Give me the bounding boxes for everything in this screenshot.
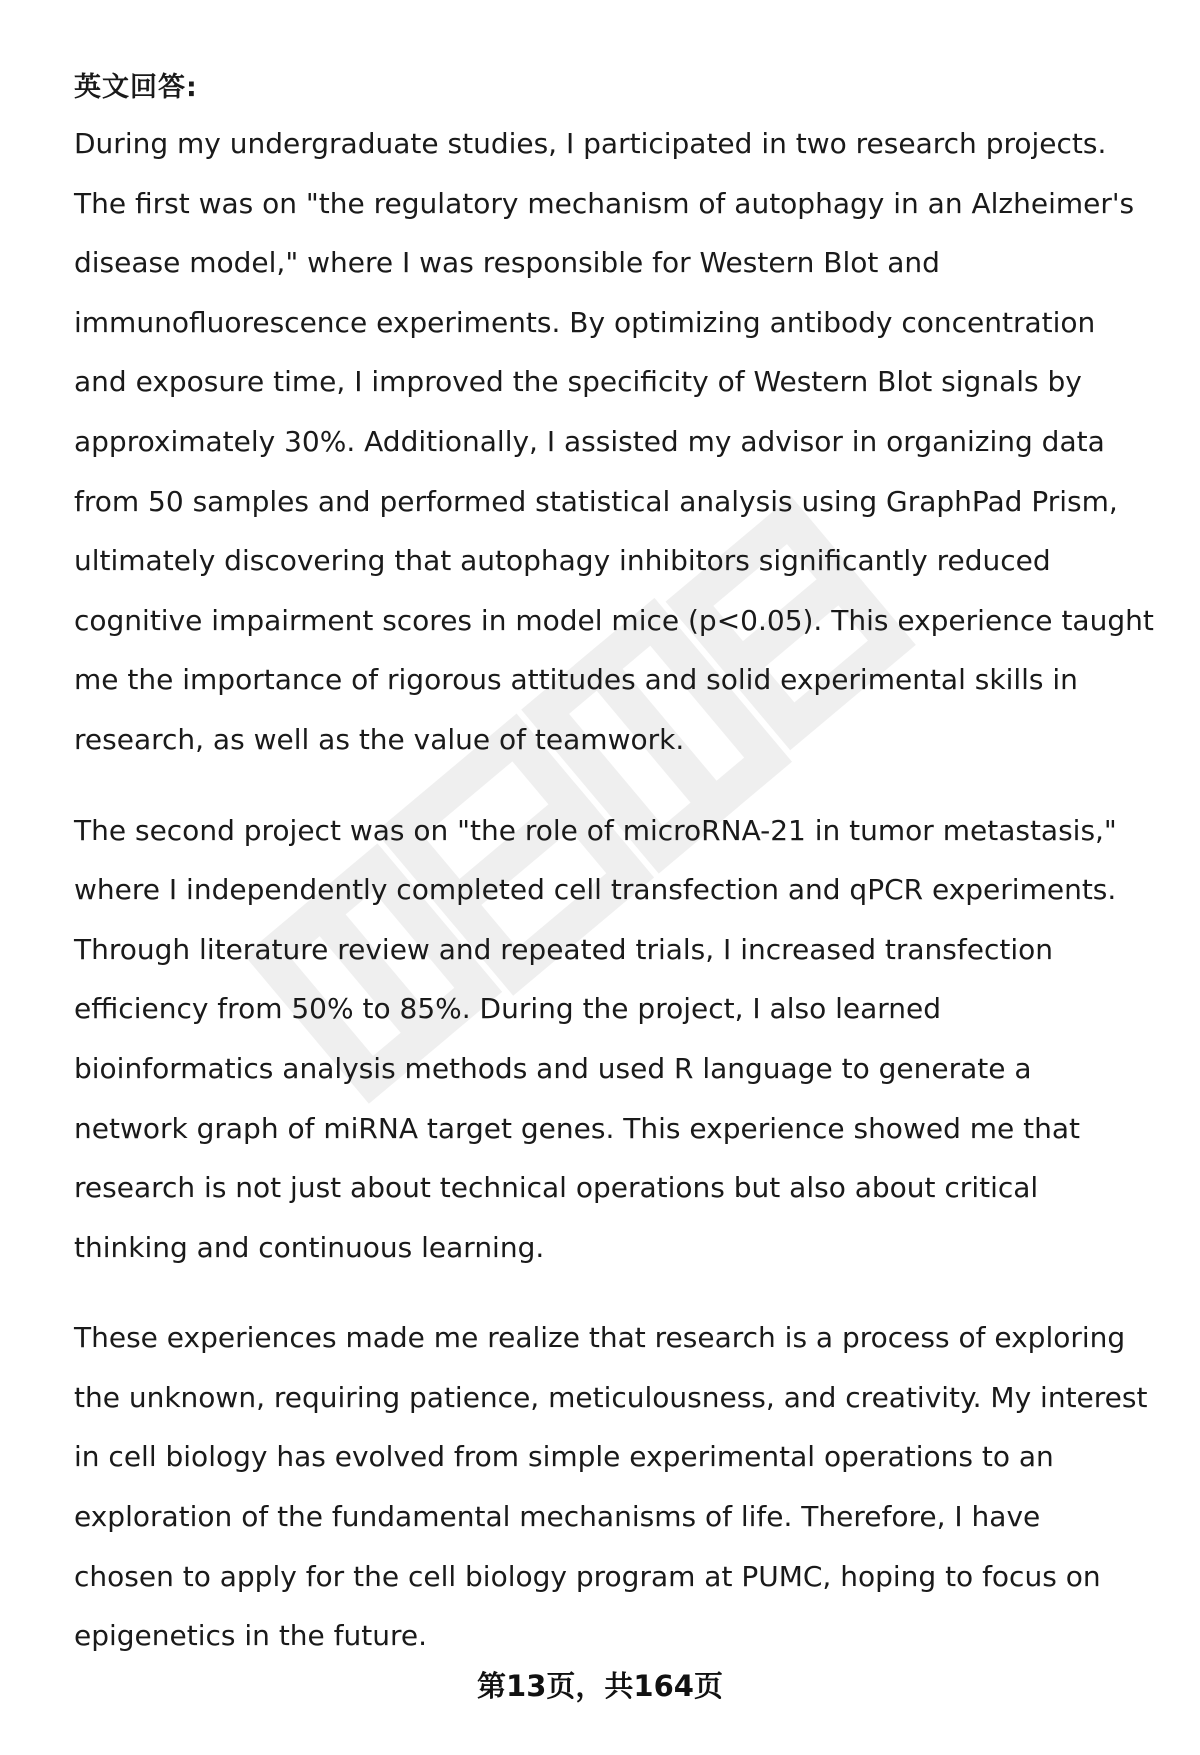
text-line: where I independently completed cell transfection and qPCR experiments. (74, 873, 1117, 907)
text-line: research is not just about technical operations but also about critical (74, 1171, 1039, 1205)
text-line: network graph of miRNA target genes. This experience showed me that (74, 1111, 1081, 1145)
text-line: the unknown, requiring patience, meticulousness, and creativity. My interest (74, 1380, 1148, 1414)
text-line: approximately 30%. Additionally, I assisted my advisor in organizing data (74, 424, 1105, 458)
paragraph-2 (74, 801, 1164, 1278)
text-line: These experiences made me realize that research is a process of exploring (74, 1321, 1126, 1355)
document-body (74, 62, 1164, 1666)
text-line: ultimately discovering that autophagy inhibitors significantly reduced (74, 544, 1051, 578)
text-line: chosen to apply for the cell biology program at PUMC, hoping to focus on (74, 1559, 1101, 1593)
text-line: During my undergraduate studies, I participated in two research projects. (74, 127, 1107, 160)
text-line: from 50 samples and performed statistical analysis using GraphPad Prism, (74, 484, 1118, 518)
text-line: The first was on "the regulatory mechanism of autophagy in an Alzheimer's (74, 186, 1135, 220)
text-line: Through literature review and repeated trials, I increased transfection (74, 932, 1054, 966)
text-line: research, as well as the value of teamwork. (74, 722, 685, 756)
text-line: me the importance of rigorous attitudes and solid experimental skills in (74, 663, 1078, 697)
text-line: thinking and continuous learning. (74, 1230, 545, 1264)
text-line: epigenetics in the future. (74, 1619, 428, 1653)
text-line: cognitive impairment scores in model mice (p<0.05). This experience taught (74, 603, 1154, 637)
text-line: The second project was on "the role of microRNA-21 in tumor metastasis," (74, 813, 1117, 847)
text-line: and exposure time, I improved the specificity of Western Blot signals by (74, 365, 1082, 399)
text-line: efficiency from 50% to 85%. During the project, I also learned (74, 992, 942, 1026)
text-line: disease model," where I was responsible for Western Blot and (74, 246, 940, 280)
text-line: exploration of the fundamental mechanisms of life. Therefore, I have (74, 1500, 1041, 1534)
text-line: in cell biology has evolved from simple experimental operations to an (74, 1440, 1054, 1474)
page-number-footer: 第13页，共164页 (477, 1669, 723, 1703)
text-line: immunofluorescence experiments. By optimizing antibody concentration (74, 305, 1096, 339)
section-heading: 英文回答: (74, 72, 198, 103)
paragraph-1 (74, 114, 1164, 770)
text-line: bioinformatics analysis methods and used R language to generate a (74, 1051, 1032, 1085)
paragraph-3 (74, 1308, 1164, 1666)
